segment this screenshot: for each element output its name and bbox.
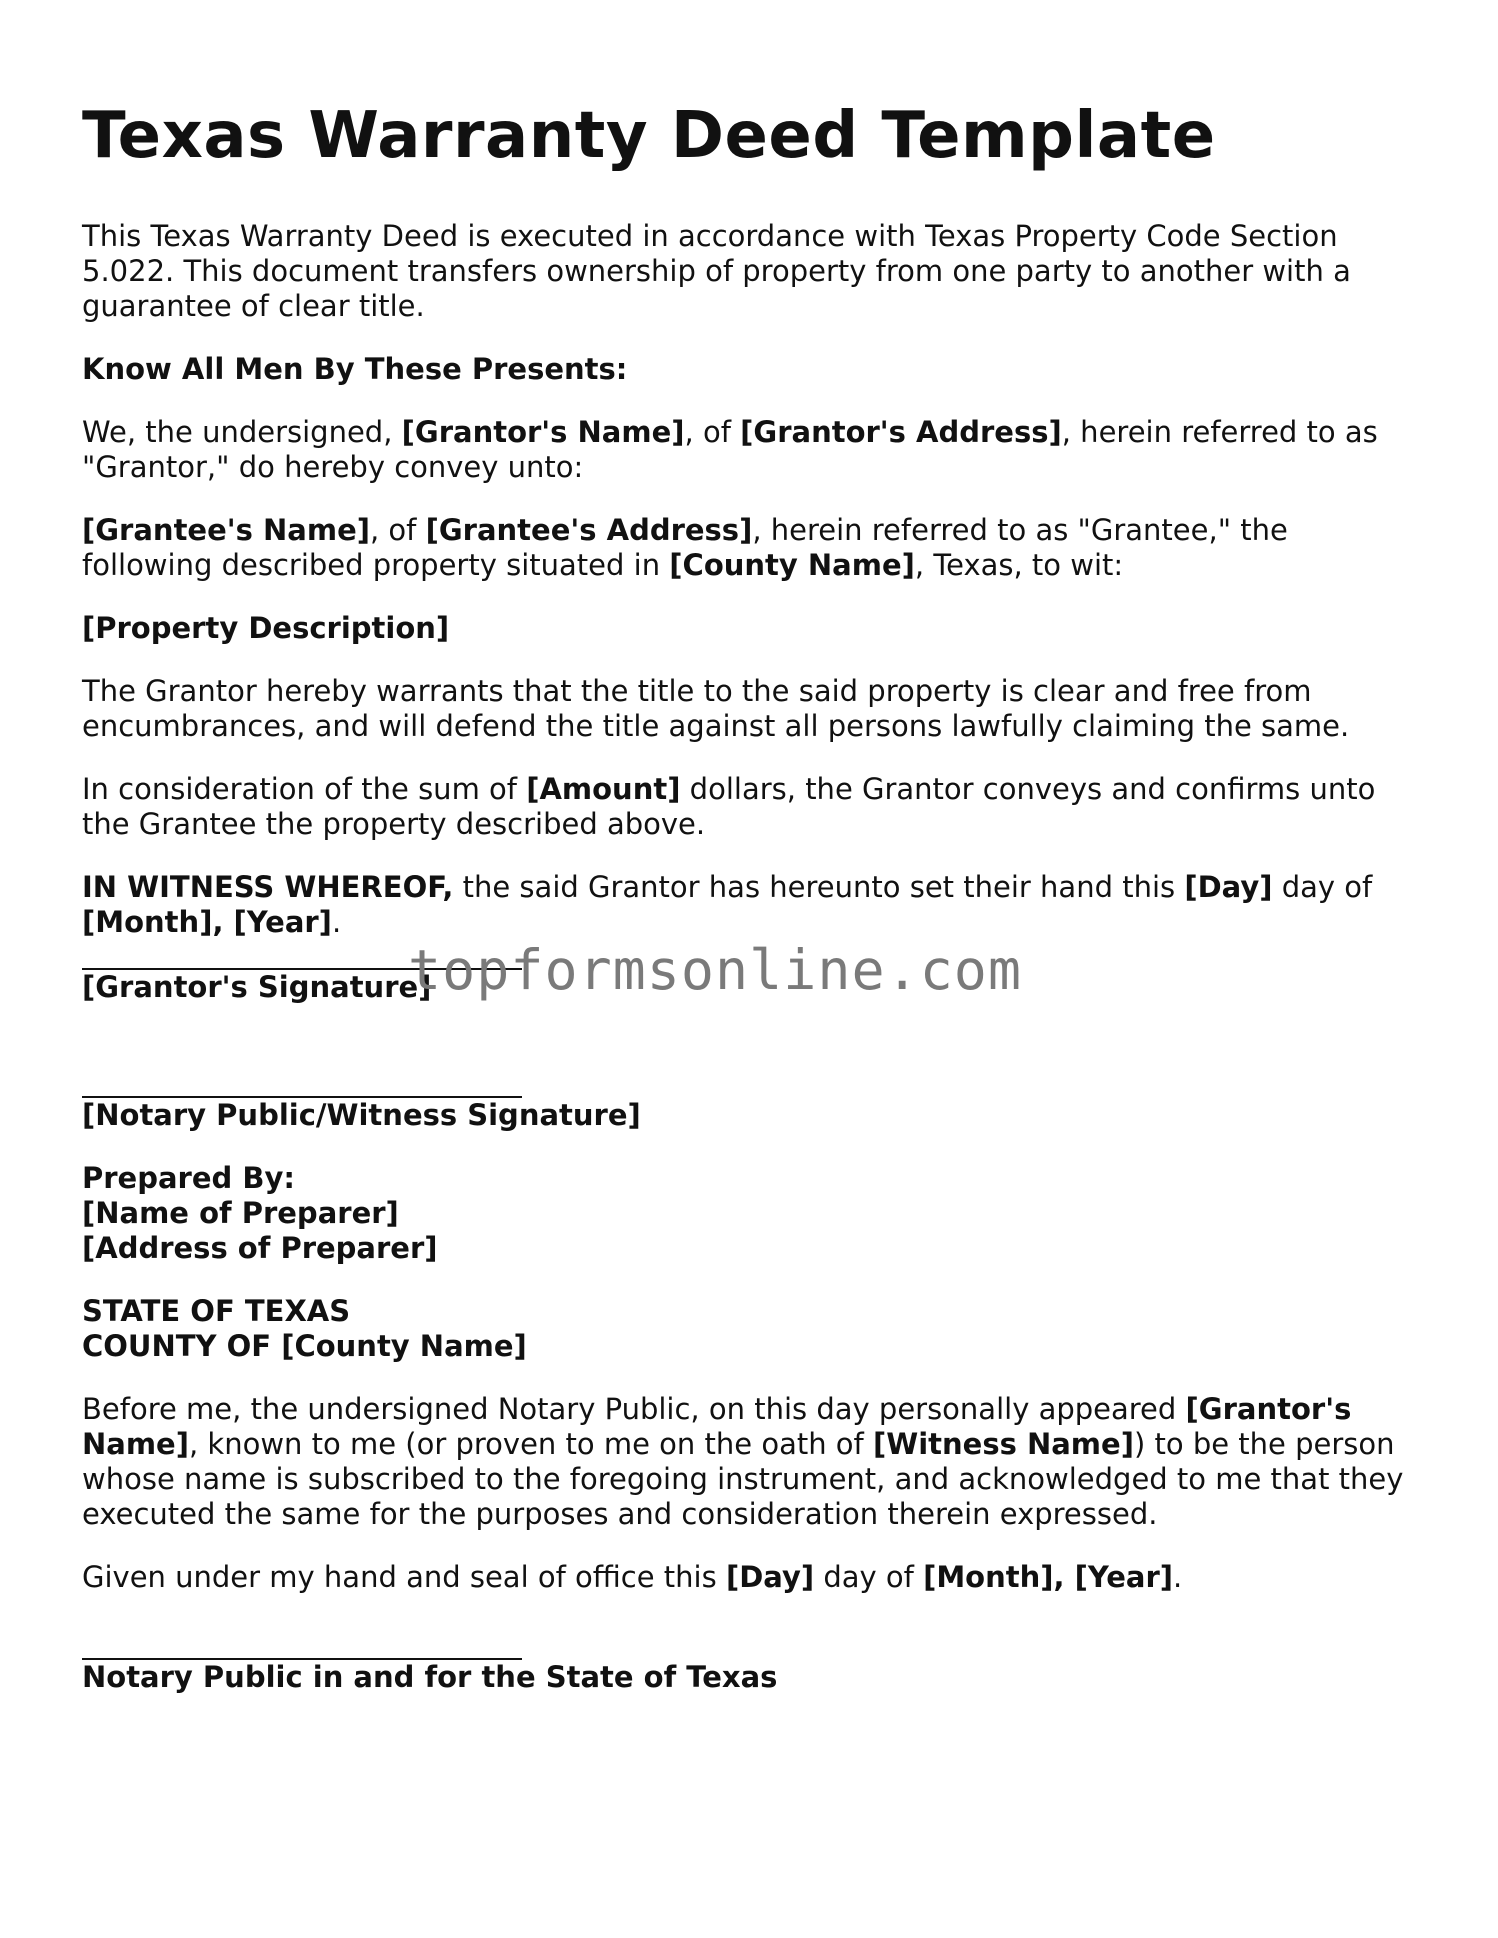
witness-month-year-placeholder: [Month], [Year]	[82, 904, 332, 939]
given-text-2: day of	[814, 1559, 924, 1594]
grantee-text-1: , of	[370, 512, 426, 547]
venue-state: STATE OF TEXAS	[82, 1293, 351, 1328]
given-paragraph	[82, 1560, 1422, 1595]
grantee-text-3: , Texas, to wit:	[914, 547, 1124, 582]
witness-day-placeholder: [Day]	[1184, 869, 1273, 904]
warranty-paragraph: The Grantor hereby warrants that the title to the said property is clear and free from encumbrances, and will defend the title against all persons lawfully claiming the same.	[82, 673, 1350, 743]
document-title: Texas Warranty Deed Template	[82, 99, 1216, 173]
grantor-text-3: , herein referred to as "Grantor," do hereby convey unto:	[82, 414, 1378, 484]
given-text-3: .	[1173, 1559, 1183, 1594]
prepared-by-label: Prepared By:	[82, 1160, 295, 1195]
acknowledgment-paragraph	[82, 1392, 1422, 1532]
ack-grantor-name-placeholder: [Grantor's Name]	[82, 1391, 1352, 1461]
venue-block	[82, 1294, 1422, 1364]
grantor-address-placeholder: [Grantor's Address]	[740, 414, 1062, 449]
amount-placeholder: [Amount]	[526, 771, 681, 806]
grantee-text-2: , herein referred to as "Grantee," the following described property situated in	[82, 512, 1288, 582]
watermark: topformsonline.com	[408, 938, 1023, 1002]
grantor-text-1: We, the undersigned,	[82, 414, 402, 449]
prepared-by-block	[82, 1161, 1422, 1266]
intro-paragraph: This Texas Warranty Deed is executed in accordance with Texas Property Code Section 5.022. This document transfers ownership of property from one party to another with a guarantee of clear title.	[82, 218, 1351, 323]
grantee-address-placeholder: [Grantee's Address]	[425, 512, 753, 547]
notary-signature-block	[82, 1595, 1422, 1695]
witness-paragraph	[82, 870, 1422, 940]
notary-label-text: Notary Public in and for the State of Texas	[82, 1659, 778, 1694]
witness-text-2: day of	[1272, 869, 1373, 904]
given-day-placeholder: [Day]	[725, 1559, 815, 1594]
notary-witness-signature-block	[82, 1033, 1422, 1133]
grantee-name-placeholder: [Grantee's Name]	[82, 512, 370, 547]
given-month-year-placeholder: [Month], [Year]	[923, 1559, 1174, 1594]
county-name-placeholder: [County Name]	[669, 547, 915, 582]
grantor-name-placeholder: [Grantor's Name]	[401, 414, 685, 449]
grantor-paragraph	[82, 415, 1422, 485]
witness-text-3: .	[331, 904, 342, 939]
know-all-heading	[82, 352, 1422, 387]
given-text-1: Given under my hand and seal of office this	[82, 1559, 726, 1594]
document-page	[82, 100, 1422, 1723]
ack-text-1: Before me, the undersigned Notary Public, on this day personally appeared	[82, 1391, 1186, 1426]
preparer-name-placeholder: [Name of Preparer]	[82, 1195, 399, 1230]
consideration-text-1: In consideration of the sum of	[82, 771, 527, 806]
venue-county: COUNTY OF [County Name]	[82, 1328, 527, 1363]
consideration-text-2: dollars, the Grantor conveys and confirms unto the Grantee the property described above.	[82, 771, 1376, 841]
ack-text-2: , known to me (or proven to me on the oath of	[188, 1426, 873, 1461]
notary-witness-signature-line[interactable]	[82, 1068, 522, 1098]
preparer-address-placeholder: [Address of Preparer]	[82, 1230, 438, 1265]
consideration-paragraph	[82, 772, 1422, 842]
grantor-text-2: , of	[684, 414, 741, 449]
witness-text-1: the said Grantor has hereunto set their hand this	[453, 869, 1185, 904]
ack-witness-name-placeholder: [Witness Name]	[872, 1426, 1134, 1461]
ack-text-3: ) to be the person whose name is subscribed to the foregoing instrument, and acknowledged to me that they executed the same for the purposes and consideration therein expressed.	[82, 1426, 1404, 1531]
property-description-placeholder: [Property Description]	[82, 610, 450, 645]
notary-witness-signature-label-text: [Notary Public/Witness Signature]	[82, 1097, 641, 1132]
notary-witness-signature-label	[82, 1098, 1422, 1133]
grantor-signature-label-text: [Grantor's Signature]	[82, 969, 432, 1004]
grantee-paragraph	[82, 513, 1422, 583]
know-all-text: Know All Men By These Presents:	[82, 351, 628, 386]
witness-lead: IN WITNESS WHEREOF,	[82, 869, 454, 904]
notary-label	[82, 1660, 1422, 1695]
notary-signature-line[interactable]	[82, 1630, 522, 1660]
property-description	[82, 611, 1422, 646]
